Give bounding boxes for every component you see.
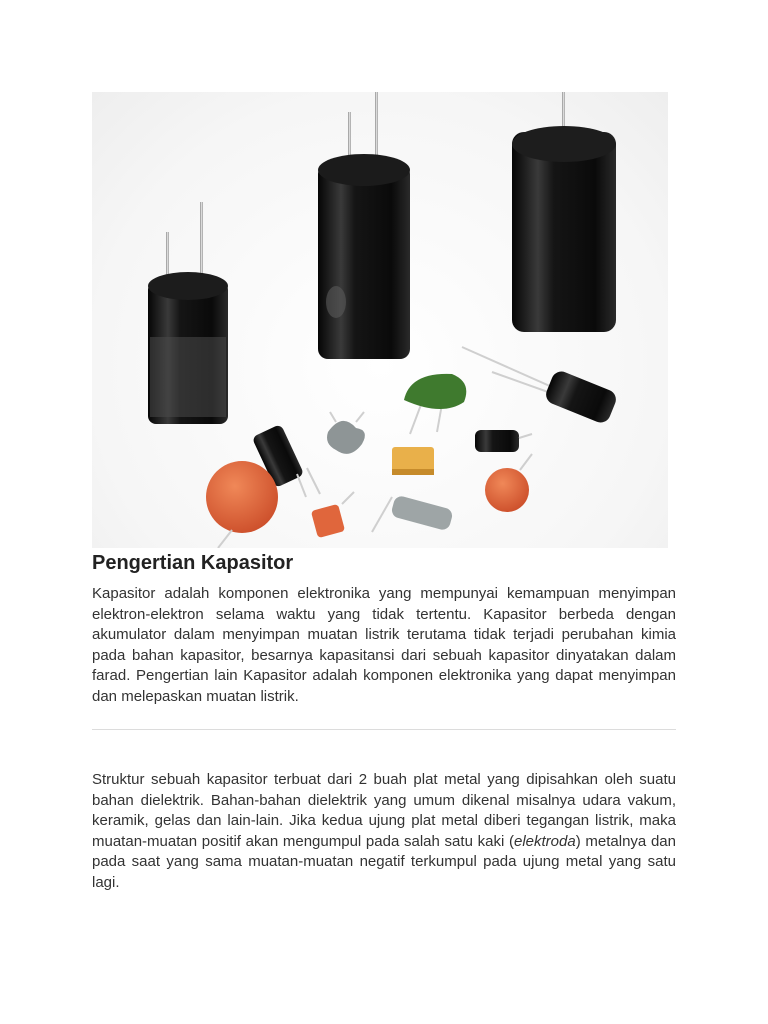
paragraph-definition: Kapasitor adalah komponen elektronika yang mempunyai kemampuan menyimpan elektron-elektron selama waktu yang tidak tertentu. Kapasitor berbeda dengan akumulator dalam menyimpan muatan listrik terutama tidak terjadi perubahan kimia pada bahan kapasitor, besarnya kapasitansi dari sebuah kapasitor dinyatakan dalam farad. Pengertian lain Kapasitor adalah komponen elektronika yang dapat menyimpan dan melepaskan muatan listrik.: [92, 585, 676, 705]
capacitors-photo: [92, 92, 668, 548]
ceramic-capacitor-orange-small: [311, 492, 354, 538]
paragraph-structure: [92, 770, 676, 893]
film-capacitor-grey: [372, 495, 454, 532]
paragraph-structure-text-1: Struktur sebuah kapasitor terbuat dari 2 buah plat metal yang dipisahkan oleh suatu bahan dielektrik. Bahan-bahan dielektrik yang umum dikenal misalnya udara vakum, keramik, gelas dan lain-lain. Jika kedua ujung plat metal diberi tegangan listrik, maka muatan-muatan positif akan mengumpul pada salah satu kaki (: [92, 771, 676, 850]
film-capacitor-green: [404, 374, 466, 434]
electrolytic-capacitor-lying: [462, 347, 619, 425]
electrolytic-capacitor-medium: [318, 92, 410, 359]
paragraph-structure-italic: elektroda: [513, 832, 576, 850]
electrolytic-capacitor-small: [148, 202, 228, 424]
electrolytic-capacitor-mini: [475, 430, 532, 452]
section-divider: [92, 729, 676, 730]
electrolytic-capacitor-large: [512, 92, 616, 332]
paragraph-structure-text-2: ) metalnya dan pada saat yang sama muatan-muatan negatif terkumpul pada ujung metal yang satu lagi.: [92, 832, 676, 891]
ceramic-disc-orange-large: [206, 461, 278, 548]
tantalum-capacitor-yellow: [392, 447, 434, 475]
ceramic-capacitor-grey: [327, 412, 365, 454]
article-title: Pengertian Kapasitor: [92, 552, 294, 574]
ceramic-disc-orange-right: [485, 454, 532, 512]
